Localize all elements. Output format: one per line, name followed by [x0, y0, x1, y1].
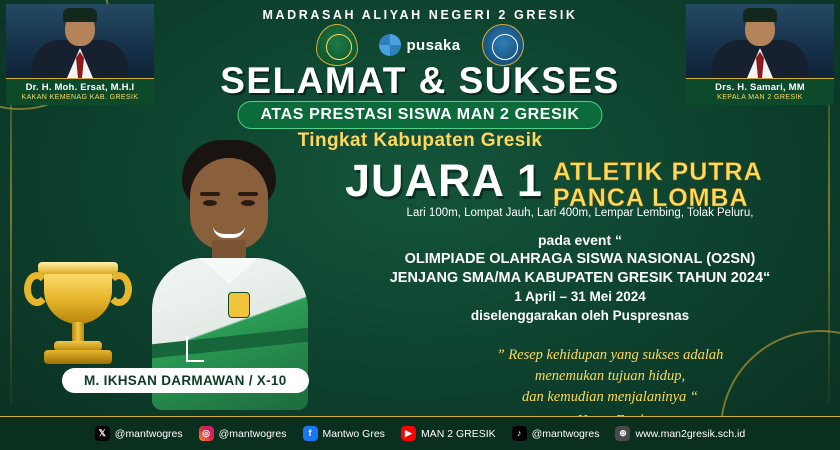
official-title-right: KEPALA MAN 2 GRESIK [717, 94, 803, 101]
footer-bar [0, 416, 840, 450]
pusaka-logo-icon [372, 28, 468, 62]
event-organizer: diselenggarakan oleh Puspresnas [470, 308, 690, 324]
event-block [345, 232, 815, 326]
quote-line3: dan kemudian menjalaninya “ [522, 389, 698, 406]
student-brow-right [238, 192, 258, 196]
pusaka-mark-icon [379, 34, 401, 56]
award-category [553, 160, 763, 211]
official-name-right: Drs. H. Samari, MM [715, 82, 805, 93]
trophy-icon [18, 262, 138, 382]
award-rank: JUARA 1 [345, 155, 543, 206]
pointer-line-horizontal [186, 360, 204, 362]
pusaka-logo-label: pusaka [406, 36, 461, 54]
award-row [345, 155, 815, 212]
social-handle-instagram: @mantwogres [218, 427, 287, 440]
social-website[interactable] [615, 426, 745, 441]
student-eye-right [241, 200, 255, 206]
social-facebook[interactable] [303, 426, 385, 441]
x-twitter-icon: 𝕏 [95, 426, 110, 441]
peci-cap-icon-left [63, 8, 97, 22]
social-handle-x: @mantwogres [114, 427, 183, 440]
award-category-line1: ATLETIK PUTRA [552, 158, 763, 186]
student-nameplate: M. IKHSAN DARMAWAN / X-10 [62, 368, 309, 393]
headline-level: Tingkat Kabupaten Gresik [297, 130, 543, 151]
social-handle-youtube: MAN 2 GRESIK [420, 427, 496, 440]
youtube-icon: ▶ [401, 426, 416, 441]
pointer-line-vertical [186, 336, 188, 362]
event-date: 1 April – 31 Mei 2024 [514, 289, 646, 305]
trophy-base-lower [44, 350, 112, 364]
official-title-left: KAKAN KEMENAG KAB. GRESIK [21, 94, 139, 101]
instagram-icon: ◎ [199, 426, 214, 441]
social-handle-tiktok: @mantwogres [531, 427, 600, 440]
tiktok-icon: ♪ [512, 426, 527, 441]
social-handle-facebook: Mantwo Gres [322, 427, 385, 440]
student-eye-left [203, 200, 217, 206]
social-tiktok[interactable] [512, 426, 600, 441]
peci-cap-icon-right [743, 8, 777, 22]
award-branches: Lari 100m, Lompat Jauh, Lari 400m, Lempar Lembing, Tolak Peluru, [406, 207, 754, 219]
student-brow-left [200, 192, 220, 196]
event-line2: JENJANG SMA/MA KABUPATEN GRESIK TAHUN 2024“ [389, 270, 771, 287]
trophy-lip [38, 262, 118, 274]
trophy-cup [44, 268, 112, 324]
social-x[interactable] [95, 426, 183, 441]
award-category-line2: PANCA LOMBA [552, 183, 749, 212]
social-handle-website: www.man2gresik.sch.id [635, 427, 746, 440]
event-line1: OLIMPIADE OLAHRAGA SISWA NASIONAL (O2SN) [404, 251, 756, 267]
quote-line2: menemukan tujuan hidup, [534, 368, 686, 385]
social-youtube[interactable] [401, 426, 496, 441]
event-intro: pada event “ [537, 232, 623, 248]
official-name-left: Dr. H. Moh. Ersat, M.H.I [25, 82, 135, 93]
headline-main: SELAMAT & SUKSES [220, 60, 620, 101]
school-name: MADRASAH ALIYAH NEGERI 2 GRESIK [262, 8, 578, 22]
website-icon: ⊕ [615, 426, 630, 441]
social-instagram[interactable] [199, 426, 287, 441]
headline-subtitle: ATAS PRESTASI SISWA MAN 2 GRESIK [237, 101, 602, 129]
trophy-stem [72, 322, 84, 342]
quote-line1: ” Resep kehidupan yang sukses adalah [496, 347, 724, 363]
school-badge-icon [228, 292, 250, 318]
facebook-icon: f [303, 426, 318, 441]
